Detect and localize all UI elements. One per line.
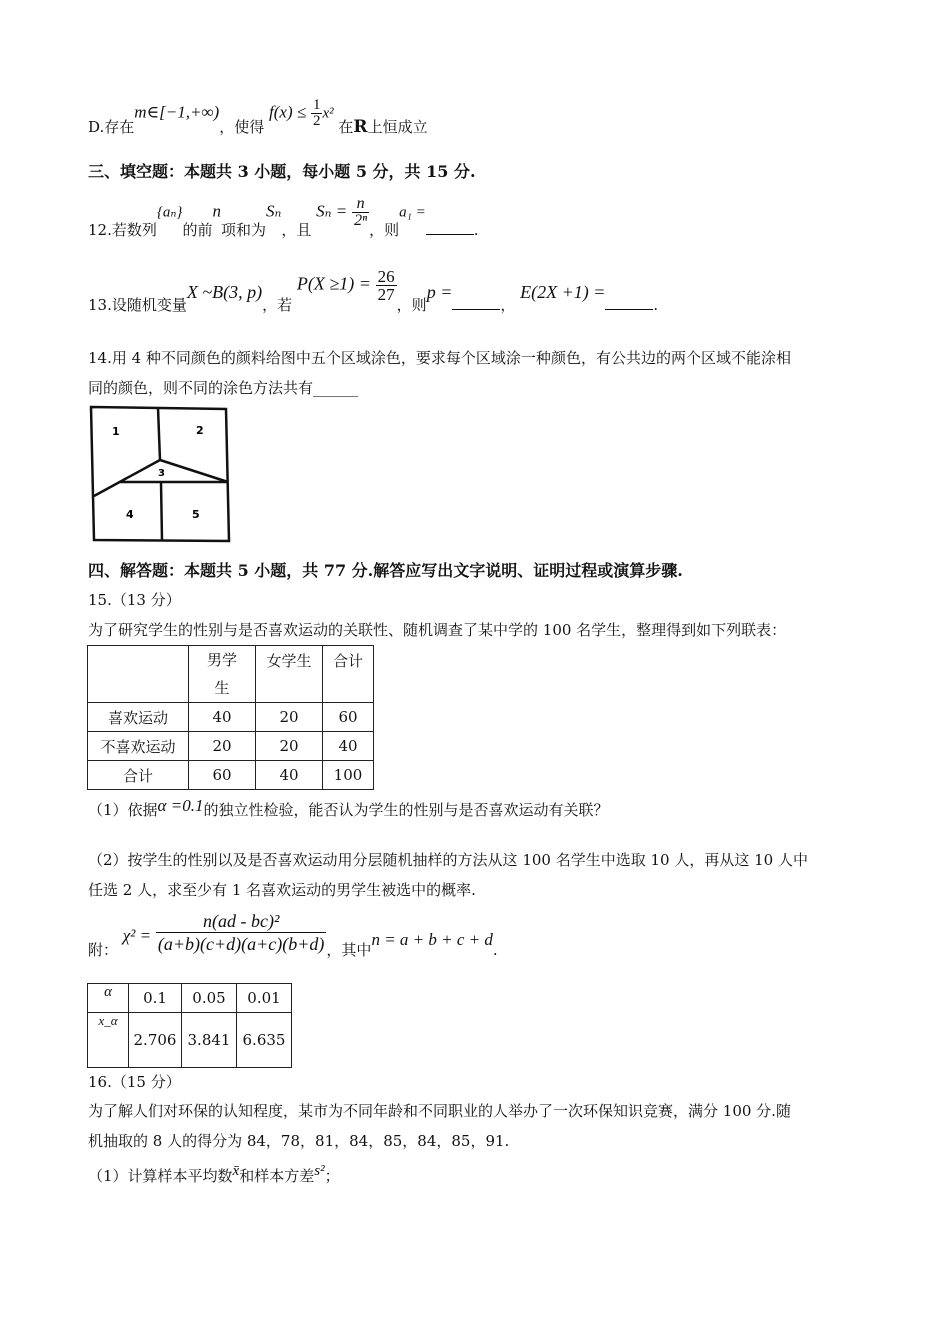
section4-title: 四、解答题：本题共 5 小题，共 77 分.解答应写出文字说明、证明过程或演算步骤. — [88, 561, 683, 580]
q16-p1a: （1）计算样本平均数 — [88, 1167, 233, 1185]
q12-n: n — [212, 201, 221, 221]
n-eq: n = a + b + c + d — [371, 929, 493, 949]
region-2-label: 2 — [196, 424, 204, 437]
table-cell: 60 — [323, 703, 374, 732]
table-cell: 0.05 — [182, 984, 237, 1013]
q12-lhs: Sₙ = — [316, 201, 348, 221]
q15-part1 — [88, 796, 609, 820]
q15-intro: 为了研究学生的性别与是否喜欢运动的关联性、随机调查了某中学的 100 名学生，整理得到如下列联表： — [88, 621, 787, 639]
q13-num: 26 — [377, 267, 395, 286]
q12-c: 项和为 — [220, 220, 266, 239]
header-male: 男学生 — [206, 651, 237, 697]
q16-part1 — [88, 1163, 340, 1187]
q13-b: ，若 — [262, 295, 293, 314]
q12-d: ，且 — [281, 220, 312, 239]
q15-fu: 附： — [88, 940, 119, 959]
q13-E: E(2X +1) = — [520, 281, 606, 302]
table-header-cell — [189, 646, 256, 703]
q13-a: 13.设随机变量 — [88, 295, 187, 314]
option-d-prefix: D.存在 — [88, 117, 135, 136]
q14-region-figure — [88, 404, 232, 544]
table-cell: 0.01 — [237, 984, 292, 1013]
alpha-header-cell: α — [88, 984, 129, 1013]
q14-line1: 14.用 4 种不同颜色的颜料给图中五个区域涂色，要求每个区域涂一种颜色，有公共边的两个区域不能涂相 — [88, 349, 791, 367]
option-d-ineq-lhs: f(x) ≤ — [269, 102, 307, 122]
q12-frac — [352, 196, 369, 229]
q15-alpha: α =0.1 — [157, 796, 204, 815]
q15-p1b: 的独立性检验，能否认为学生的性别与是否喜欢运动有关联？ — [203, 801, 609, 819]
q16-line1: 为了解人们对环保的认知程度，某市为不同年龄和不同职业的人举办了一次环保知识竞赛，满分 100 分.随 — [88, 1102, 791, 1120]
table-cell: 40 — [323, 732, 374, 761]
table-cell: 100 — [323, 761, 374, 790]
table-cell: 0.1 — [129, 984, 182, 1013]
region-3-label: 3 — [158, 468, 165, 479]
table-cell: 20 — [256, 703, 323, 732]
table-cell — [88, 646, 189, 703]
q16-head: 16.（15 分） — [88, 1073, 181, 1091]
table-row — [88, 703, 374, 732]
q15-p1a: （1）依据 — [88, 801, 158, 819]
frac-den: 2 — [312, 113, 321, 129]
option-d-R: R — [353, 116, 368, 137]
q13-frac — [376, 268, 397, 303]
critical-value-table — [87, 983, 292, 1068]
table-cell: 40 — [256, 761, 323, 790]
table-cell: 不喜欢运动 — [88, 732, 189, 761]
q15-head: 15.（13 分） — [88, 591, 181, 609]
q12-seq: {aₙ} — [156, 204, 183, 221]
table-row — [88, 646, 374, 703]
chi-den: (a+b)(c+d)(a+c)(b+d) — [157, 934, 325, 954]
q15-formula — [88, 911, 498, 959]
option-d-frac — [311, 98, 323, 129]
table-cell: 40 — [189, 703, 256, 732]
q15-part2a: （2）按学生的性别以及是否喜欢运动用分层随机抽样的方法从这 100 名学生中选取 10 人，再从这 10 人中 — [88, 851, 808, 869]
q13-end: . — [653, 295, 659, 314]
option-d — [88, 97, 428, 137]
q16-line2: 机抽取的 8 人的得分为 84，78，81，84，85，84，85，91. — [88, 1132, 510, 1150]
table-header-cell: 合计 — [323, 646, 374, 703]
q12-den: 2ⁿ — [354, 212, 368, 229]
chi-num: n(ad - bc)² — [202, 911, 280, 931]
q12-end: . — [473, 220, 479, 239]
table-cell: 合计 — [88, 761, 189, 790]
table-cell: 20 — [256, 732, 323, 761]
q13-blank-p — [452, 295, 500, 310]
option-d-set: m∈[−1,+∞) — [134, 102, 220, 122]
table-row — [88, 761, 374, 790]
option-d-post: 在 — [338, 117, 354, 136]
table-cell: 60 — [189, 761, 256, 790]
q13-prob: P(X ≥1) = — [296, 273, 371, 294]
table-cell: 2.706 — [129, 1013, 182, 1068]
table-row — [88, 1013, 292, 1068]
q16-xbar: x̄ — [232, 1163, 240, 1179]
q12-num: n — [356, 195, 365, 212]
q15-part2b: 任选 2 人，求至少有 1 名喜欢运动的男学生被选中的概率. — [88, 881, 476, 899]
region-1-label: 1 — [112, 425, 120, 438]
q15-qizhong: ，其中 — [326, 940, 372, 959]
contingency-table — [87, 645, 374, 790]
frac-num: 1 — [312, 97, 321, 113]
chi-lhs: χ² = — [122, 925, 152, 945]
q13-c: ，则 — [396, 295, 427, 314]
q16-s2: s² — [314, 1163, 325, 1179]
q12-a1: a₁ = — [399, 204, 426, 221]
q13-blank-E — [605, 295, 653, 310]
q12-b: 的前 — [182, 220, 213, 239]
table-cell: 喜欢运动 — [88, 703, 189, 732]
chi-frac — [156, 912, 327, 953]
q12-S: Sₙ — [265, 201, 282, 221]
q13-d: ， — [500, 295, 516, 314]
q13 — [88, 267, 659, 314]
section3-title: 三、填空题：本题共 3 小题，每小题 5 分，共 15 分. — [88, 162, 476, 181]
q12-e: ，则 — [369, 220, 400, 239]
table-cell: 20 — [189, 732, 256, 761]
q14-line2: 同的颜色，则不同的涂色方法共有______ — [88, 379, 359, 397]
table-header-cell: 女学生 — [256, 646, 323, 703]
q16-p1c: ； — [324, 1167, 340, 1185]
q13-p: p = — [426, 281, 453, 302]
x-alpha-header-cell: x_α — [88, 1013, 129, 1068]
table-row — [88, 732, 374, 761]
table-cell: 6.635 — [237, 1013, 292, 1068]
table-cell: 3.841 — [182, 1013, 237, 1068]
region-4-label: 4 — [126, 508, 134, 521]
region-5-label: 5 — [192, 508, 200, 521]
q15-dot: . — [492, 940, 498, 959]
q12-a: 12.若数列 — [88, 220, 157, 239]
q13-dist: X ~B(3, p) — [186, 281, 263, 302]
q13-den: 27 — [377, 285, 395, 304]
q12-blank — [426, 220, 474, 235]
q16-p1b: 和样本方差 — [239, 1167, 315, 1185]
option-d-ineq-rhs: x² — [322, 105, 334, 122]
table-row — [88, 984, 292, 1013]
q12 — [88, 195, 479, 239]
option-d-tail: 上恒成立 — [367, 117, 428, 136]
option-d-mid: ，使得 — [219, 117, 265, 136]
